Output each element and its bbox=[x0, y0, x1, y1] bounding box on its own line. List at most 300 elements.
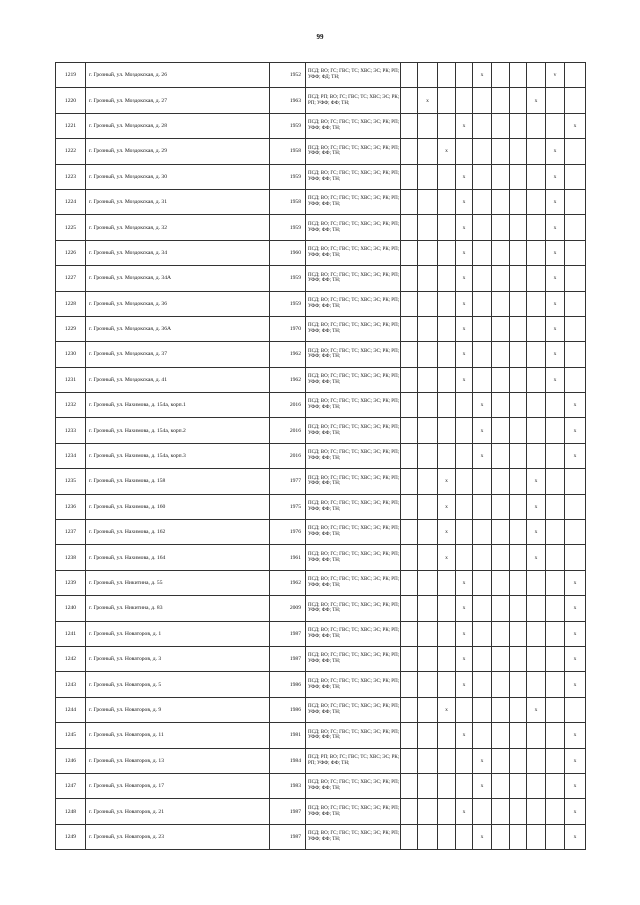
period-mark-cell bbox=[401, 63, 418, 88]
period-mark-cell bbox=[473, 316, 492, 341]
period-mark-cell bbox=[401, 342, 418, 367]
period-mark-cell bbox=[418, 164, 438, 189]
period-mark-cell bbox=[510, 799, 527, 824]
year-built-cell: 1987 bbox=[270, 646, 306, 671]
period-mark-cell bbox=[510, 266, 527, 291]
period-mark-cell bbox=[401, 469, 418, 494]
period-mark-cell bbox=[510, 443, 527, 468]
period-mark-cell bbox=[438, 189, 456, 214]
table-row bbox=[56, 88, 586, 113]
year-built-cell: 1984 bbox=[270, 748, 306, 773]
period-mark-cell bbox=[492, 723, 510, 748]
period-mark-cell: x bbox=[546, 316, 565, 341]
period-mark-cell bbox=[401, 621, 418, 646]
year-built-cell: 1983 bbox=[270, 773, 306, 798]
period-mark-cell bbox=[456, 545, 473, 570]
period-mark-cell bbox=[401, 773, 418, 798]
period-mark-cell bbox=[418, 291, 438, 316]
period-mark-cell bbox=[510, 316, 527, 341]
period-mark-cell bbox=[565, 63, 586, 88]
work-types-cell: ПСД; ВО; ГС; ГВС; ТС; ХВС; ЭС; РК; РП; УФФ; ФФ; ТН; bbox=[306, 240, 401, 265]
period-mark-cell: x bbox=[565, 773, 586, 798]
address-cell: г. Грозный, ул. Никитина, д. 83 bbox=[86, 596, 270, 621]
work-types-cell: ПСД; ВО; ГС; ГВС; ТС; ХВС; ЭС; РК; РП; УФФ; ФФ; ТН; bbox=[306, 189, 401, 214]
period-mark-cell bbox=[510, 697, 527, 722]
row-number-cell: 1243 bbox=[56, 672, 86, 697]
address-cell: г. Грозный, ул. Моздокская, д. 34 bbox=[86, 240, 270, 265]
period-mark-cell bbox=[401, 418, 418, 443]
table-row bbox=[56, 113, 586, 138]
row-number-cell: 1245 bbox=[56, 723, 86, 748]
period-mark-cell bbox=[510, 88, 527, 113]
period-mark-cell bbox=[438, 570, 456, 595]
work-types-cell: ПСД; ВО; ГС; ГВС; ТС; ХВС; ЭС; РК; РП; УФФ; ФФ; ТН; bbox=[306, 697, 401, 722]
period-mark-cell bbox=[510, 646, 527, 671]
period-mark-cell bbox=[565, 215, 586, 240]
address-cell: г. Грозный, ул. Новаторов, д. 21 bbox=[86, 799, 270, 824]
period-mark-cell: x bbox=[546, 189, 565, 214]
period-mark-cell bbox=[492, 621, 510, 646]
address-cell: г. Грозный, ул. Моздокская, д. 28 bbox=[86, 113, 270, 138]
period-mark-cell bbox=[418, 672, 438, 697]
period-mark-cell bbox=[418, 520, 438, 545]
period-mark-cell: x bbox=[565, 443, 586, 468]
year-built-cell: 2009 bbox=[270, 596, 306, 621]
period-mark-cell: x bbox=[565, 646, 586, 671]
table-row bbox=[56, 139, 586, 164]
row-number-cell: 1239 bbox=[56, 570, 86, 595]
period-mark-cell bbox=[456, 393, 473, 418]
address-cell: г. Грозный, ул. Моздокская, д. 41 bbox=[86, 367, 270, 392]
work-types-cell: ПСД; ВО; ГС; ГВС; ТС; ХВС; ЭС; РК; РП; УФФ; ФФ; ТН; bbox=[306, 799, 401, 824]
period-mark-cell bbox=[510, 596, 527, 621]
row-number-cell: 1248 bbox=[56, 799, 86, 824]
period-mark-cell bbox=[546, 88, 565, 113]
row-number-cell: 1222 bbox=[56, 139, 86, 164]
period-mark-cell bbox=[473, 799, 492, 824]
period-mark-cell bbox=[401, 316, 418, 341]
period-mark-cell bbox=[546, 494, 565, 519]
period-mark-cell bbox=[492, 748, 510, 773]
period-mark-cell bbox=[510, 494, 527, 519]
row-number-cell: 1226 bbox=[56, 240, 86, 265]
table-row bbox=[56, 189, 586, 214]
period-mark-cell bbox=[492, 342, 510, 367]
address-cell: г. Грозный, ул. Новаторов, д. 17 bbox=[86, 773, 270, 798]
period-mark-cell bbox=[527, 570, 546, 595]
period-mark-cell bbox=[546, 418, 565, 443]
period-mark-cell bbox=[565, 367, 586, 392]
period-mark-cell: x bbox=[456, 266, 473, 291]
period-mark-cell bbox=[510, 418, 527, 443]
row-number-cell: 1236 bbox=[56, 494, 86, 519]
address-cell: г. Грозный, ул. Нахимова, д. 164 bbox=[86, 545, 270, 570]
period-mark-cell bbox=[473, 139, 492, 164]
period-mark-cell bbox=[473, 367, 492, 392]
year-built-cell: 2016 bbox=[270, 443, 306, 468]
period-mark-cell: x bbox=[456, 723, 473, 748]
period-mark-cell bbox=[401, 240, 418, 265]
period-mark-cell: x bbox=[438, 139, 456, 164]
address-cell: г. Грозный, ул. Никитина, д. 55 bbox=[86, 570, 270, 595]
period-mark-cell: x bbox=[456, 189, 473, 214]
period-mark-cell bbox=[510, 113, 527, 138]
period-mark-cell bbox=[401, 672, 418, 697]
period-mark-cell bbox=[418, 723, 438, 748]
period-mark-cell bbox=[527, 773, 546, 798]
row-number-cell: 1221 bbox=[56, 113, 86, 138]
period-mark-cell bbox=[456, 88, 473, 113]
period-mark-cell: x bbox=[565, 672, 586, 697]
period-mark-cell bbox=[473, 570, 492, 595]
year-built-cell: 1959 bbox=[270, 291, 306, 316]
period-mark-cell bbox=[492, 164, 510, 189]
period-mark-cell bbox=[510, 393, 527, 418]
period-mark-cell: x bbox=[565, 418, 586, 443]
period-mark-cell: x bbox=[546, 139, 565, 164]
period-mark-cell bbox=[527, 393, 546, 418]
work-types-cell: ПСД; ВО; ГС; ГВС; ТС; ХВС; ЭС; РК; РП; УФФ; ФФ; ТН; bbox=[306, 545, 401, 570]
period-mark-cell bbox=[492, 697, 510, 722]
work-types-cell: ПСД; ВО; ГС; ГВС; ТС; ХВС; ЭС; РК; РП; УФФ; ФД; ТН; bbox=[306, 63, 401, 88]
period-mark-cell: x bbox=[438, 469, 456, 494]
period-mark-cell bbox=[527, 113, 546, 138]
period-mark-cell bbox=[418, 469, 438, 494]
period-mark-cell bbox=[510, 469, 527, 494]
period-mark-cell bbox=[401, 748, 418, 773]
period-mark-cell: x bbox=[473, 418, 492, 443]
period-mark-cell bbox=[473, 266, 492, 291]
period-mark-cell bbox=[473, 545, 492, 570]
year-built-cell: 1981 bbox=[270, 723, 306, 748]
table-row bbox=[56, 418, 586, 443]
period-mark-cell bbox=[527, 646, 546, 671]
period-mark-cell: x bbox=[565, 748, 586, 773]
period-mark-cell bbox=[546, 723, 565, 748]
period-mark-cell bbox=[492, 113, 510, 138]
period-mark-cell bbox=[492, 494, 510, 519]
period-mark-cell: x bbox=[456, 570, 473, 595]
period-mark-cell bbox=[510, 63, 527, 88]
address-cell: г. Грозный, ул. Моздокская, д. 37 bbox=[86, 342, 270, 367]
period-mark-cell bbox=[418, 215, 438, 240]
period-mark-cell bbox=[546, 697, 565, 722]
period-mark-cell bbox=[473, 291, 492, 316]
period-mark-cell bbox=[492, 799, 510, 824]
period-mark-cell: x bbox=[418, 88, 438, 113]
period-mark-cell bbox=[510, 570, 527, 595]
period-mark-cell bbox=[418, 545, 438, 570]
address-cell: г. Грозный, ул. Новаторов, д. 5 bbox=[86, 672, 270, 697]
work-types-cell: ПСД; ВО; ГС; ГВС; ТС; ХВС; ЭС; РК; РП; УФФ; ФФ; ТН; bbox=[306, 342, 401, 367]
table-row bbox=[56, 266, 586, 291]
year-built-cell: 2016 bbox=[270, 418, 306, 443]
period-mark-cell: x bbox=[456, 240, 473, 265]
address-cell: г. Грозный, ул. Моздокская, д. 34А bbox=[86, 266, 270, 291]
work-types-cell: ПСД; ВО; ГС; ГВС; ТС; ХВС; ЭС; РК; РП; УФФ; ФФ; ТН; bbox=[306, 672, 401, 697]
period-mark-cell bbox=[438, 316, 456, 341]
period-mark-cell bbox=[565, 520, 586, 545]
period-mark-cell bbox=[438, 621, 456, 646]
row-number-cell: 1242 bbox=[56, 646, 86, 671]
work-types-cell: ПСД; ВО; ГС; ГВС; ТС; ХВС; ЭС; РК; РП; УФФ; ФФ; ТН; bbox=[306, 570, 401, 595]
period-mark-cell bbox=[473, 342, 492, 367]
table-row bbox=[56, 164, 586, 189]
row-number-cell: 1244 bbox=[56, 697, 86, 722]
period-mark-cell bbox=[546, 393, 565, 418]
period-mark-cell: x bbox=[473, 63, 492, 88]
period-mark-cell bbox=[438, 672, 456, 697]
period-mark-cell bbox=[401, 164, 418, 189]
period-mark-cell bbox=[401, 443, 418, 468]
address-cell: г. Грозный, ул. Моздокская, д. 32 bbox=[86, 215, 270, 240]
period-mark-cell: x bbox=[456, 342, 473, 367]
period-mark-cell bbox=[401, 215, 418, 240]
address-cell: г. Грозный, ул. Моздокская, д. 27 bbox=[86, 88, 270, 113]
table-row bbox=[56, 443, 586, 468]
period-mark-cell: x bbox=[527, 494, 546, 519]
work-types-cell: ПСД; ВО; ГС; ГВС; ТС; ХВС; ЭС; РК; РП; УФФ; ФФ; ТН; bbox=[306, 773, 401, 798]
period-mark-cell: x bbox=[438, 697, 456, 722]
period-mark-cell bbox=[546, 545, 565, 570]
period-mark-cell bbox=[527, 367, 546, 392]
work-types-cell: ПСД; ВО; ГС; ГВС; ТС; ХВС; ЭС; РК; РП; УФФ; ФФ; ТН; bbox=[306, 139, 401, 164]
year-built-cell: 1952 bbox=[270, 63, 306, 88]
period-mark-cell: x bbox=[546, 266, 565, 291]
work-types-cell: ПСД; ВО; ГС; ГВС; ТС; ХВС; ЭС; РК; РП; УФФ; ФФ; ТН; bbox=[306, 266, 401, 291]
page-number: 99 bbox=[316, 33, 324, 41]
period-mark-cell bbox=[510, 139, 527, 164]
year-built-cell: 1986 bbox=[270, 672, 306, 697]
year-built-cell: 1987 bbox=[270, 621, 306, 646]
period-mark-cell bbox=[473, 113, 492, 138]
period-mark-cell bbox=[527, 621, 546, 646]
period-mark-cell bbox=[546, 113, 565, 138]
row-number-cell: 1235 bbox=[56, 469, 86, 494]
period-mark-cell bbox=[401, 367, 418, 392]
period-mark-cell bbox=[510, 621, 527, 646]
table-row bbox=[56, 342, 586, 367]
period-mark-cell bbox=[546, 824, 565, 849]
period-mark-cell bbox=[527, 291, 546, 316]
period-mark-cell bbox=[527, 723, 546, 748]
period-mark-cell bbox=[473, 646, 492, 671]
work-types-cell: ПСД; ВО; ГС; ГВС; ТС; ХВС; ЭС; РК; РП; УФФ; ФФ; ТН; bbox=[306, 393, 401, 418]
period-mark-cell bbox=[438, 342, 456, 367]
period-mark-cell bbox=[527, 824, 546, 849]
year-built-cell: 1962 bbox=[270, 342, 306, 367]
period-mark-cell bbox=[492, 240, 510, 265]
period-mark-cell bbox=[418, 799, 438, 824]
period-mark-cell bbox=[546, 646, 565, 671]
period-mark-cell bbox=[565, 139, 586, 164]
period-mark-cell bbox=[546, 443, 565, 468]
work-types-cell: ПСД; ВО; ГС; ГВС; ТС; ХВС; ЭС; РК; РП; УФФ; ФФ; ТН; bbox=[306, 367, 401, 392]
period-mark-cell bbox=[401, 596, 418, 621]
period-mark-cell bbox=[473, 215, 492, 240]
year-built-cell: 2016 bbox=[270, 393, 306, 418]
work-types-cell: ПСД; РП; ВО; ГС; ГВС; ТС; ХВС; ЭС; РК; РП; УФФ; ФФ; ТН; bbox=[306, 88, 401, 113]
period-mark-cell bbox=[456, 697, 473, 722]
period-mark-cell bbox=[418, 316, 438, 341]
period-mark-cell bbox=[438, 63, 456, 88]
table-row bbox=[56, 494, 586, 519]
row-number-cell: 1229 bbox=[56, 316, 86, 341]
row-number-cell: 1233 bbox=[56, 418, 86, 443]
table-row bbox=[56, 799, 586, 824]
housing-register-table bbox=[55, 62, 586, 850]
period-mark-cell bbox=[527, 342, 546, 367]
period-mark-cell bbox=[418, 748, 438, 773]
period-mark-cell bbox=[510, 824, 527, 849]
period-mark-cell bbox=[401, 113, 418, 138]
period-mark-cell bbox=[565, 316, 586, 341]
period-mark-cell bbox=[473, 723, 492, 748]
period-mark-cell: x bbox=[456, 291, 473, 316]
work-types-cell: ПСД; ВО; ГС; ГВС; ТС; ХВС; ЭС; РК; РП; УФФ; ФФ; ТН; bbox=[306, 113, 401, 138]
table-row bbox=[56, 316, 586, 341]
period-mark-cell bbox=[510, 723, 527, 748]
period-mark-cell bbox=[527, 266, 546, 291]
period-mark-cell bbox=[565, 545, 586, 570]
period-mark-cell bbox=[438, 164, 456, 189]
period-mark-cell: x bbox=[527, 697, 546, 722]
row-number-cell: 1219 bbox=[56, 63, 86, 88]
period-mark-cell bbox=[418, 367, 438, 392]
period-mark-cell bbox=[438, 393, 456, 418]
year-built-cell: 1976 bbox=[270, 520, 306, 545]
period-mark-cell bbox=[418, 646, 438, 671]
period-mark-cell: x bbox=[456, 799, 473, 824]
period-mark-cell bbox=[418, 494, 438, 519]
period-mark-cell bbox=[418, 596, 438, 621]
period-mark-cell bbox=[456, 773, 473, 798]
period-mark-cell: x bbox=[527, 520, 546, 545]
period-mark-cell bbox=[492, 316, 510, 341]
table-row bbox=[56, 723, 586, 748]
table-row bbox=[56, 215, 586, 240]
period-mark-cell bbox=[565, 88, 586, 113]
period-mark-cell bbox=[527, 799, 546, 824]
period-mark-cell bbox=[546, 596, 565, 621]
period-mark-cell bbox=[456, 418, 473, 443]
work-types-cell: ПСД; ВО; ГС; ГВС; ТС; ХВС; ЭС; РК; РП; УФФ; ФФ; ТН; bbox=[306, 291, 401, 316]
work-types-cell: ПСД; РП; ВО; ГС; ГВС; ТС; ХВС; ЭС; РК; РП; УФФ; ФФ; ТН; bbox=[306, 748, 401, 773]
period-mark-cell bbox=[418, 418, 438, 443]
work-types-cell: ПСД; ВО; ГС; ГВС; ТС; ХВС; ЭС; РК; РП; УФФ; ФФ; ТН; bbox=[306, 316, 401, 341]
year-built-cell: 1958 bbox=[270, 189, 306, 214]
year-built-cell: 1962 bbox=[270, 570, 306, 595]
year-built-cell: 1959 bbox=[270, 215, 306, 240]
period-mark-cell bbox=[456, 469, 473, 494]
period-mark-cell bbox=[473, 88, 492, 113]
period-mark-cell bbox=[438, 799, 456, 824]
period-mark-cell bbox=[492, 139, 510, 164]
period-mark-cell bbox=[401, 697, 418, 722]
row-number-cell: 1240 bbox=[56, 596, 86, 621]
period-mark-cell bbox=[527, 63, 546, 88]
table-row bbox=[56, 672, 586, 697]
period-mark-cell bbox=[418, 342, 438, 367]
period-mark-cell bbox=[438, 88, 456, 113]
period-mark-cell bbox=[401, 520, 418, 545]
year-built-cell: 1962 bbox=[270, 367, 306, 392]
period-mark-cell bbox=[510, 367, 527, 392]
period-mark-cell bbox=[565, 697, 586, 722]
period-mark-cell bbox=[456, 824, 473, 849]
period-mark-cell bbox=[401, 139, 418, 164]
period-mark-cell bbox=[418, 63, 438, 88]
row-number-cell: 1232 bbox=[56, 393, 86, 418]
row-number-cell: 1231 bbox=[56, 367, 86, 392]
period-mark-cell: x bbox=[456, 596, 473, 621]
period-mark-cell bbox=[438, 367, 456, 392]
row-number-cell: 1246 bbox=[56, 748, 86, 773]
period-mark-cell bbox=[527, 748, 546, 773]
period-mark-cell bbox=[565, 291, 586, 316]
period-mark-cell: x bbox=[456, 621, 473, 646]
period-mark-cell: x bbox=[546, 367, 565, 392]
period-mark-cell: x bbox=[527, 545, 546, 570]
period-mark-cell bbox=[492, 646, 510, 671]
period-mark-cell: x bbox=[527, 88, 546, 113]
period-mark-cell bbox=[456, 443, 473, 468]
year-built-cell: 1963 bbox=[270, 88, 306, 113]
period-mark-cell bbox=[565, 189, 586, 214]
row-number-cell: 1237 bbox=[56, 520, 86, 545]
period-mark-cell bbox=[492, 291, 510, 316]
table-row bbox=[56, 469, 586, 494]
work-types-cell: ПСД; ВО; ГС; ГВС; ТС; ХВС; ЭС; РК; РП; УФФ; ФФ; ТН; bbox=[306, 469, 401, 494]
period-mark-cell bbox=[401, 799, 418, 824]
period-mark-cell bbox=[527, 240, 546, 265]
address-cell: г. Грозный, ул. Моздокская, д. 36 bbox=[86, 291, 270, 316]
address-cell: г. Грозный, ул. Моздокская, д. 36А bbox=[86, 316, 270, 341]
period-mark-cell bbox=[473, 189, 492, 214]
period-mark-cell bbox=[565, 164, 586, 189]
period-mark-cell bbox=[438, 646, 456, 671]
row-number-cell: 1223 bbox=[56, 164, 86, 189]
period-mark-cell: x bbox=[438, 520, 456, 545]
row-number-cell: 1238 bbox=[56, 545, 86, 570]
row-number-cell: 1225 bbox=[56, 215, 86, 240]
period-mark-cell bbox=[438, 443, 456, 468]
period-mark-cell bbox=[456, 520, 473, 545]
period-mark-cell bbox=[418, 139, 438, 164]
row-number-cell: 1230 bbox=[56, 342, 86, 367]
period-mark-cell bbox=[510, 215, 527, 240]
period-mark-cell bbox=[401, 88, 418, 113]
period-mark-cell bbox=[565, 240, 586, 265]
period-mark-cell bbox=[546, 748, 565, 773]
address-cell: г. Грозный, ул. Нахимова, д. 162 bbox=[86, 520, 270, 545]
period-mark-cell bbox=[473, 494, 492, 519]
period-mark-cell: x bbox=[456, 113, 473, 138]
period-mark-cell bbox=[492, 545, 510, 570]
period-mark-cell bbox=[438, 596, 456, 621]
period-mark-cell bbox=[401, 393, 418, 418]
address-cell: г. Грозный, ул. Новаторов, д. 11 bbox=[86, 723, 270, 748]
period-mark-cell bbox=[473, 164, 492, 189]
period-mark-cell bbox=[492, 63, 510, 88]
period-mark-cell: x bbox=[565, 393, 586, 418]
period-mark-cell bbox=[418, 113, 438, 138]
work-types-cell: ПСД; ВО; ГС; ГВС; ТС; ХВС; ЭС; РК; РП; УФФ; ФФ; ТН; bbox=[306, 621, 401, 646]
period-mark-cell bbox=[438, 240, 456, 265]
period-mark-cell: x bbox=[473, 824, 492, 849]
year-built-cell: 1959 bbox=[270, 164, 306, 189]
period-mark-cell: x bbox=[456, 215, 473, 240]
